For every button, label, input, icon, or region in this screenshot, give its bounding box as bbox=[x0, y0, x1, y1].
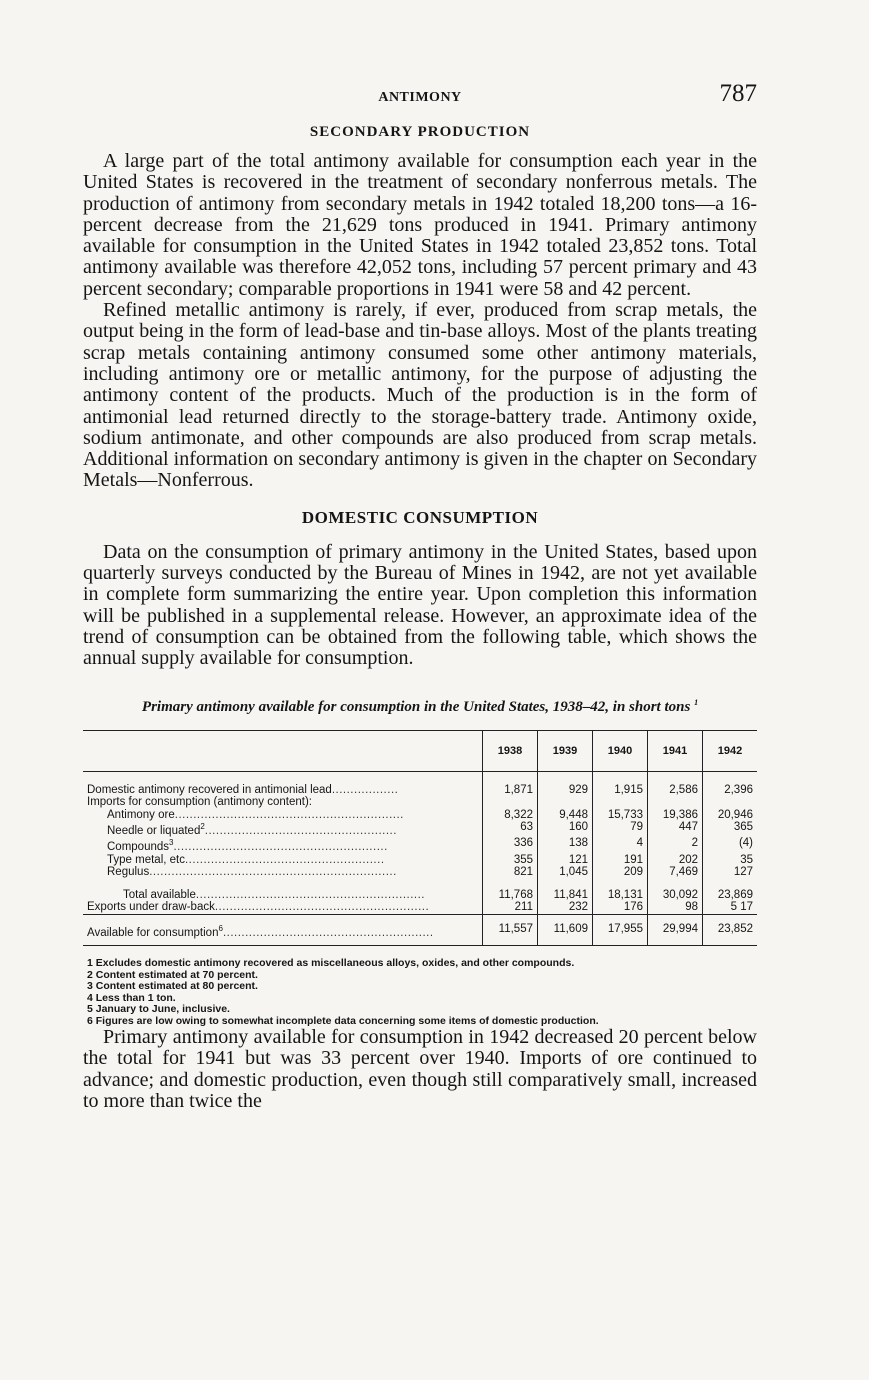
table-header-year: 1942 bbox=[703, 730, 758, 771]
table-row bbox=[83, 796, 757, 809]
cell: 11,841 bbox=[538, 879, 593, 902]
row-label: Exports under draw-back.......................................................... bbox=[87, 901, 430, 914]
cell: 11,557 bbox=[483, 914, 538, 945]
page-number: 787 bbox=[719, 80, 757, 107]
row-label: Antimony ore.............................................................. bbox=[107, 808, 404, 821]
cell: 20,946 bbox=[703, 809, 758, 822]
cell bbox=[648, 796, 703, 809]
cell: 127 bbox=[703, 866, 758, 879]
cell bbox=[703, 796, 758, 809]
table-header-blank bbox=[83, 730, 483, 771]
row-label: Total available.............................................................. bbox=[123, 888, 425, 901]
cell: 1,045 bbox=[538, 866, 593, 879]
cell: 29,994 bbox=[648, 914, 703, 945]
cell: 355 bbox=[483, 854, 538, 867]
table-row bbox=[83, 901, 757, 914]
row-label: Compounds$^3$.......................................................... bbox=[107, 838, 388, 854]
cell: 929 bbox=[538, 771, 593, 796]
page bbox=[83, 80, 757, 1112]
cell: 2 bbox=[648, 837, 703, 853]
cell: 7,469 bbox=[648, 866, 703, 879]
paragraph-secondary-2: Refined metallic antimony is rarely, if ever, produced from scrap metals, the output being in the form of lead-base and tin-base alloys. Most of the plants treating scrap metals containing antimony consumed some other antimony materials, including antimony ore or metallic antimony, for the purpose of adjusting the antimony content of the products. Much of the production is in the form of antimonial lead returned directly to the storage-battery trade. Antimony oxide, sodium antimonate, and other compounds are also produced from scrap metals. Additional information on secondary antimony is given in the chapter on Secondary Metals—Nonferrous. bbox=[83, 299, 757, 492]
cell: 63 bbox=[483, 821, 538, 837]
cell: 2,586 bbox=[648, 771, 703, 796]
table-row bbox=[83, 854, 757, 867]
cell: 79 bbox=[593, 821, 648, 837]
row-label: Imports for consumption (antimony content): bbox=[87, 796, 312, 809]
cell: 1,871 bbox=[483, 771, 538, 796]
cell: 447 bbox=[648, 821, 703, 837]
cell: 18,131 bbox=[593, 879, 648, 902]
cell: 30,092 bbox=[648, 879, 703, 902]
cell: 2,396 bbox=[703, 771, 758, 796]
table-row bbox=[83, 771, 757, 796]
cell: 11,768 bbox=[483, 879, 538, 902]
table-header-year: 1941 bbox=[648, 730, 703, 771]
footnote: 6 Figures are low owing to somewhat incomplete data concerning some items of domestic production. bbox=[87, 1014, 599, 1027]
cell: 191 bbox=[593, 854, 648, 867]
cell: 209 bbox=[593, 866, 648, 879]
row-label: Domestic antimony recovered in antimonial lead.................. bbox=[87, 783, 399, 796]
cell: 336 bbox=[483, 837, 538, 853]
cell bbox=[593, 796, 648, 809]
table-footnotes bbox=[83, 958, 757, 1027]
table-caption-note: 1 bbox=[694, 697, 699, 707]
footnote: 4 Less than 1 ton. bbox=[87, 991, 176, 1004]
cell: 17,955 bbox=[593, 914, 648, 945]
section-heading-secondary-production: SECONDARY PRODUCTION bbox=[309, 124, 531, 140]
cell: 232 bbox=[538, 901, 593, 914]
table-row-available bbox=[83, 914, 757, 945]
cell: 11,609 bbox=[538, 914, 593, 945]
cell: 35 bbox=[703, 854, 758, 867]
paragraph-closing: Primary antimony available for consumption in 1942 decreased 20 percent below the total for 1941 but was 33 percent over 1940. Imports of ore continued to advance; and domestic production, even though still comparatively small, increased to more than twice the bbox=[83, 1026, 757, 1112]
cell: 821 bbox=[483, 866, 538, 879]
table-caption bbox=[83, 694, 757, 716]
cell: 5 17 bbox=[703, 901, 758, 914]
cell: 176 bbox=[593, 901, 648, 914]
cell: 160 bbox=[538, 821, 593, 837]
cell: 4 bbox=[593, 837, 648, 853]
cell bbox=[538, 796, 593, 809]
table-row bbox=[83, 809, 757, 822]
paragraph-domestic-consumption: Data on the consumption of primary antimony in the United States, based upon quarterly surveys conducted by the Bureau of Mines in 1942, are not yet available in complete form summarizing the entire year. Upon completion this information will be published in a supplemental release. However, an approximate idea of the trend of consumption can be obtained from the following table, which shows the annual supply available for consumption. bbox=[83, 540, 757, 670]
table-header-year: 1938 bbox=[483, 730, 538, 771]
table-caption-text: Primary antimony available for consumption in the United States, 1938–42, in short tons bbox=[141, 698, 691, 715]
table-header-row bbox=[83, 730, 757, 771]
footnote: 5 January to June, inclusive. bbox=[87, 1003, 230, 1016]
running-head bbox=[83, 80, 757, 114]
table-row bbox=[83, 837, 757, 853]
footnote: 1 Excludes domestic antimony recovered as miscellaneous alloys, oxides, and other compounds. bbox=[87, 957, 575, 970]
cell: 23,869 bbox=[703, 879, 758, 902]
cell: 9,448 bbox=[538, 809, 593, 822]
table-header-year: 1939 bbox=[538, 730, 593, 771]
footnote: 2 Content estimated at 70 percent. bbox=[87, 968, 258, 981]
row-label: Regulus................................................................... bbox=[107, 866, 397, 879]
table-row bbox=[83, 866, 757, 879]
cell: 15,733 bbox=[593, 809, 648, 822]
section-heading-domestic-consumption: DOMESTIC CONSUMPTION bbox=[301, 507, 539, 527]
row-label: Needle or liquated$^2$.................................................... bbox=[107, 822, 397, 837]
cell: 138 bbox=[538, 837, 593, 853]
cell: (4) bbox=[703, 837, 758, 853]
footnote: 3 Content estimated at 80 percent. bbox=[87, 980, 258, 993]
paragraph-secondary-1: A large part of the total antimony available for consumption each year in the United States is recovered in the treatment of secondary nonferrous metals. The production of antimony from secondary metals in 1942 totaled 18,200 tons—a 16-percent decrease from the 21,629 tons produced in 1941. Primary antimony available for consumption in the United States in 1942 totaled 23,852 tons. Total antimony available was therefore 42,052 tons, including 57 percent primary and 43 percent secondary; comparable proportions in 1941 were 58 and 42 percent. bbox=[83, 150, 757, 300]
table-header-year: 1940 bbox=[593, 730, 648, 771]
cell: 1,915 bbox=[593, 771, 648, 796]
running-title: ANTIMONY bbox=[378, 90, 462, 105]
cell: 19,386 bbox=[648, 809, 703, 822]
cell: 211 bbox=[483, 901, 538, 914]
cell: 23,852 bbox=[703, 914, 758, 945]
cell: 121 bbox=[538, 854, 593, 867]
row-label: Available for consumption$^6$......................................................... bbox=[83, 914, 483, 945]
cell bbox=[483, 796, 538, 809]
table-row-total bbox=[83, 879, 757, 902]
cell: 8,322 bbox=[483, 809, 538, 822]
cell: 202 bbox=[648, 854, 703, 867]
antimony-supply-table bbox=[83, 730, 757, 946]
cell: 365 bbox=[703, 821, 758, 837]
table-row bbox=[83, 821, 757, 837]
row-label: Type metal, etc...................................................... bbox=[107, 853, 385, 866]
cell: 98 bbox=[648, 901, 703, 914]
